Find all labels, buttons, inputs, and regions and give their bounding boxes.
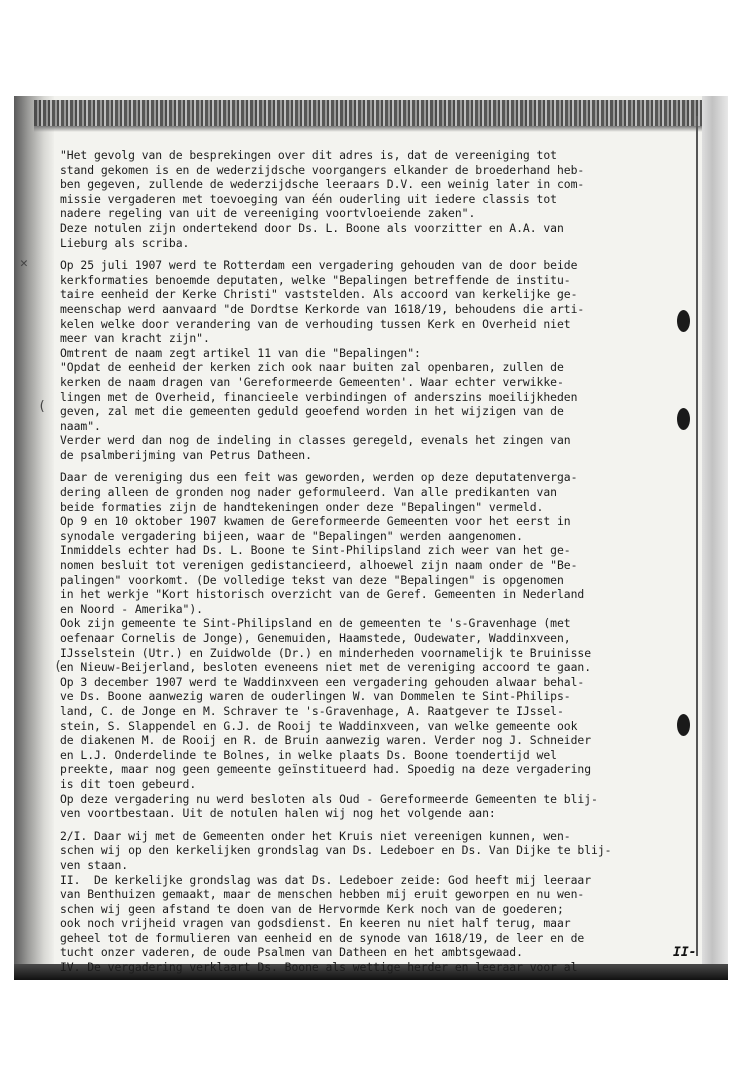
margin-mark-left-2: (	[38, 399, 46, 414]
text-line: II. De kerkelijke grondslag was dat Ds. Ledeboer zeide: God heeft mij leeraar	[60, 872, 592, 887]
text-line: ben gegeven, zullende de wederzijdsche leeraars D.V. een weinig later in com-	[60, 177, 585, 192]
text-line: Deze notulen zijn ondertekend door Ds. L. Boone als voorzitter en A.A. van	[60, 220, 564, 235]
text-line: Lieburg als scriba.	[60, 235, 190, 250]
text-line: "Het gevolg van de besprekingen over dit adres is, dat de vereeniging tot	[60, 148, 557, 162]
text-line: Ook zijn gemeente te Sint-Philipsland en de gemeenten te 's-Gravenhage (met	[60, 616, 571, 631]
text-line: en Noord - Amerika").	[60, 601, 203, 616]
text-line: stein, S. Slappendel en G.J. de Rooij te Waddinxveen, van welke gemeente ook	[60, 718, 578, 733]
text-line: meer van kracht zijn".	[60, 331, 210, 346]
paragraph	[60, 470, 678, 820]
text-line: Verder werd dan nog de indeling in classes geregeld, evenals het zingen van	[60, 433, 571, 448]
bleed-through-header	[34, 100, 704, 126]
text-line: en L.J. Onderdelinde te Bolnes, in welke plaats Ds. Boone toendertijd wel	[60, 747, 557, 762]
text-line: tucht onzer vaderen, de oude Psalmen van Datheen en het ambtsgewaad.	[60, 945, 523, 960]
text-line: nomen besluit tot verenigen gedistancieerd, alhoewel zijn naam onder de "Be-	[60, 558, 578, 573]
text-line: schen wij op den kerkelijken grondslag van Ds. Ledeboer en Ds. Van Dijke te blij-	[60, 843, 612, 858]
text-line: stand gekomen is en de wederzijdsche voorgangers elkander de broederhand heb-	[60, 162, 585, 177]
text-line: 2/I. Daar wij met de Gemeenten onder het Kruis niet vereenigen kunnen, wen-	[60, 828, 571, 843]
paragraph	[60, 148, 678, 250]
page-marker: II-	[673, 945, 697, 960]
text-line: de diakenen M. de Rooij en R. de Bruin aanwezig waren. Verder nog J. Schneider	[60, 733, 592, 748]
text-line: schen wij geen afstand te doen van de Hervormde Kerk noch van de goederen;	[60, 901, 564, 916]
binding-shadow	[14, 96, 54, 980]
punch-hole-top	[677, 310, 690, 332]
text-line: Inmiddels echter had Ds. L. Boone te Sint-Philipsland zich weer van het ge-	[60, 543, 571, 558]
text-line: dering alleen de gronden nog nader geformuleerd. Van alle predikanten van	[60, 485, 557, 500]
header-smudge	[34, 126, 704, 132]
text-line: geven, zal met die gemeenten geduld geoefend worden in het wijzigen van de	[60, 404, 564, 419]
punch-hole-middle	[677, 408, 690, 430]
text-line: ven voortbestaan. Uit de notulen halen wij nog het volgende aan:	[60, 806, 496, 821]
text-line: nadere regeling van uit de vereeniging voortvloeiende zaken".	[60, 206, 476, 221]
text-line: ve Ds. Boone aanwezig waren de ouderlingen W. van Dommelen te Sint-Philips-	[60, 689, 571, 704]
text-line: Op 9 en 10 oktober 1907 kwamen de Gereformeerde Gemeenten voor het eerst in	[60, 514, 571, 529]
text-line: Daar de vereniging dus een feit was geworden, werden op deze deputatenverga-	[60, 470, 578, 485]
text-line: meenschap werd aanvaard "de Dordtse Kerkorde van 1618/19, behoudens die arti-	[60, 301, 585, 316]
text-line: Op 25 juli 1907 werd te Rotterdam een vergadering gehouden van de door beide	[60, 258, 578, 273]
text-line: Op deze vergadering nu werd besloten als Oud - Gereformeerde Gemeenten te blij-	[60, 791, 598, 806]
page-right-edge	[702, 96, 728, 980]
text-line: naam".	[60, 418, 101, 433]
text-line: missie vergaderen met toevoeging van één ouderling uit iedere classis tot	[60, 191, 557, 206]
text-line: "Opdat de eenheid der kerken zich ook naar buiten zal openbaren, zullen de	[60, 360, 564, 375]
text-line: in het werkje "Kort historisch overzicht van de Geref. Gemeenten in Nederland	[60, 587, 585, 602]
typed-text-body	[60, 148, 678, 975]
text-line: ook noch vrijheid vragen van godsdienst. En keeren nu niet half terug, maar	[60, 916, 571, 931]
text-line: Omtrent de naam zegt artikel 11 van die "Bepalingen":	[60, 345, 421, 360]
text-line: lingen met de Overheid, financieele verbindingen of anderszins moeilijkheden	[60, 389, 578, 404]
text-line: IJsselstein (Utr.) en Zuidwolde (Dr.) en minderheden voornamelijk te Bruinisse	[60, 645, 592, 660]
text-line: kelen welke door verandering van de verhouding tussen Kerk en Overheid niet	[60, 316, 571, 331]
text-line: preekte, maar nog geen gemeente geïnstitueerd had. Spoedig na deze vergadering	[60, 762, 592, 777]
margin-mark-left-3: (	[54, 659, 62, 674]
paragraph	[60, 258, 678, 462]
text-line: synodale vergadering bijeen, waar de "Bepalingen" werden aangenomen.	[60, 528, 523, 543]
text-line: land, C. de Jonge en M. Schraver te 's-Gravenhage, A. Raatgever te IJssel-	[60, 703, 564, 718]
margin-mark-left-1: ✕	[20, 256, 28, 271]
text-line: kerken de naam dragen van 'Gereformeerde Gemeenten'. Waar echter verwikke-	[60, 374, 564, 389]
text-line: oefenaar Cornelis de Jonge), Genemuiden, Haamstede, Oudewater, Waddinxveen,	[60, 631, 571, 645]
text-line: de psalmberijming van Petrus Datheen.	[60, 447, 312, 462]
text-line: kerkformaties benoemde deputaten, welke "Bepalingen betreffende de institu-	[60, 272, 571, 287]
text-line: IV. De vergadering verklaart Ds. Boone als wettige herder en leeraar voor al	[60, 960, 578, 975]
text-line: beide formaties zijn de handtekeningen onder deze "Bepalingen" vermeld.	[60, 499, 544, 514]
text-line: Op 3 december 1907 werd te Waddinxveen een vergadering gehouden alwaar behal-	[60, 674, 585, 689]
text-line: palingen" voorkomt. (De volledige tekst van deze "Bepalingen" is opgenomen	[60, 572, 564, 587]
text-line: geheel tot de formulieren van eenheid en de synode van 1618/19, de leer en de	[60, 930, 585, 945]
page-edge-line	[696, 116, 698, 956]
text-line: van Benthuizen gemaakt, maar de menschen hebben mij eruit geworpen en nu wen-	[60, 887, 585, 902]
punch-hole-bottom	[677, 714, 690, 736]
paragraph	[60, 829, 678, 975]
text-line: ven staan.	[60, 857, 129, 872]
text-line: is dit toen gebeurd.	[60, 776, 197, 791]
text-line: en Nieuw-Beijerland, besloten eveneens niet met de vereniging accoord te gaan.	[60, 660, 592, 675]
text-line: taire eenheid der Kerke Christi" vaststelden. Als accoord van kerkelijke ge-	[60, 287, 578, 302]
